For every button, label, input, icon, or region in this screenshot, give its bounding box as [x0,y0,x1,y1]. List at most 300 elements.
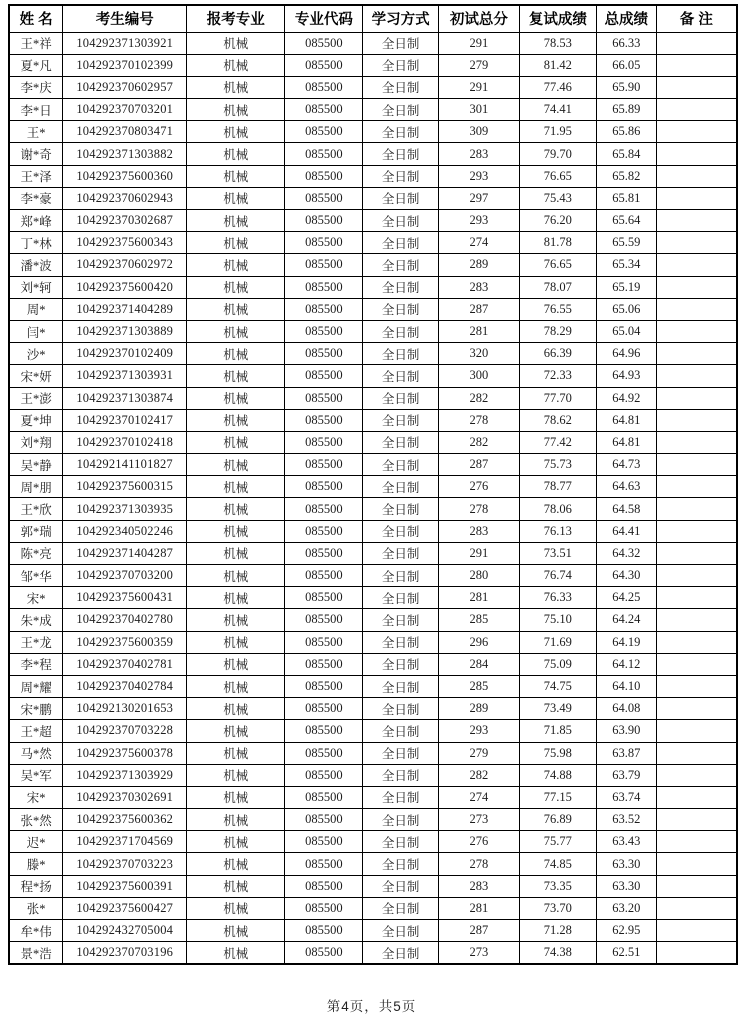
cell-remarks [656,143,737,165]
cell-major: 机械 [187,875,285,897]
cell-major-code: 085500 [285,143,363,165]
column-header-major-code: 专业代码 [285,5,363,32]
cell-major: 机械 [187,698,285,720]
cell-study-mode: 全日制 [363,920,439,942]
cell-study-mode: 全日制 [363,121,439,143]
cell-retest-score: 74.88 [519,764,596,786]
cell-candidate-id: 104292370703200 [63,565,187,587]
cell-study-mode: 全日制 [363,742,439,764]
cell-total-score: 62.95 [596,920,656,942]
cell-total-score: 65.34 [596,254,656,276]
cell-name: 陈*亮 [9,542,63,564]
cell-candidate-id: 104292375600360 [63,165,187,187]
column-header-total-score: 总成绩 [596,5,656,32]
cell-initial-score: 274 [438,232,519,254]
cell-major: 机械 [187,942,285,964]
cell-initial-score: 279 [438,742,519,764]
cell-major: 机械 [187,365,285,387]
cell-study-mode: 全日制 [363,565,439,587]
cell-remarks [656,853,737,875]
cell-candidate-id: 104292375600420 [63,276,187,298]
cell-initial-score: 273 [438,942,519,964]
cell-retest-score: 66.39 [519,343,596,365]
cell-name: 谢*奇 [9,143,63,165]
cell-major-code: 085500 [285,720,363,742]
cell-initial-score: 282 [438,387,519,409]
table-row [9,431,737,453]
cell-major: 机械 [187,99,285,121]
cell-major: 机械 [187,542,285,564]
cell-study-mode: 全日制 [363,76,439,98]
cell-study-mode: 全日制 [363,232,439,254]
cell-study-mode: 全日制 [363,99,439,121]
cell-retest-score: 75.09 [519,653,596,675]
table-row [9,387,737,409]
cell-initial-score: 285 [438,675,519,697]
cell-study-mode: 全日制 [363,365,439,387]
cell-initial-score: 300 [438,365,519,387]
cell-remarks [656,276,737,298]
cell-candidate-id: 104292370402784 [63,675,187,697]
cell-remarks [656,365,737,387]
cell-remarks [656,875,737,897]
cell-study-mode: 全日制 [363,498,439,520]
table-row [9,165,737,187]
cell-major-code: 085500 [285,320,363,342]
cell-remarks [656,809,737,831]
cell-study-mode: 全日制 [363,165,439,187]
cell-total-score: 63.90 [596,720,656,742]
cell-remarks [656,831,737,853]
cell-total-score: 63.79 [596,764,656,786]
cell-remarks [656,320,737,342]
cell-total-score: 64.24 [596,609,656,631]
cell-remarks [656,897,737,919]
cell-retest-score: 76.65 [519,165,596,187]
cell-remarks [656,476,737,498]
cell-retest-score: 71.85 [519,720,596,742]
cell-retest-score: 76.74 [519,565,596,587]
table-row [9,210,737,232]
table-row [9,320,737,342]
cell-remarks [656,254,737,276]
cell-total-score: 65.86 [596,121,656,143]
cell-major: 机械 [187,498,285,520]
cell-major-code: 085500 [285,210,363,232]
cell-candidate-id: 104292371303874 [63,387,187,409]
cell-candidate-id: 104292370402781 [63,653,187,675]
cell-name: 周* [9,298,63,320]
cell-name: 程*扬 [9,875,63,897]
cell-name: 周*耀 [9,675,63,697]
cell-study-mode: 全日制 [363,387,439,409]
cell-initial-score: 291 [438,542,519,564]
cell-total-score: 64.32 [596,542,656,564]
cell-major: 机械 [187,786,285,808]
cell-major-code: 085500 [285,609,363,631]
cell-name: 夏*坤 [9,409,63,431]
cell-total-score: 62.51 [596,942,656,964]
cell-major: 机械 [187,320,285,342]
cell-major-code: 085500 [285,54,363,76]
cell-initial-score: 293 [438,720,519,742]
cell-major-code: 085500 [285,298,363,320]
cell-study-mode: 全日制 [363,897,439,919]
cell-initial-score: 276 [438,831,519,853]
cell-initial-score: 284 [438,653,519,675]
cell-study-mode: 全日制 [363,431,439,453]
cell-candidate-id: 104292432705004 [63,920,187,942]
cell-total-score: 64.81 [596,409,656,431]
cell-remarks [656,121,737,143]
column-header-study-mode: 学习方式 [363,5,439,32]
column-header-retest-score: 复试成绩 [519,5,596,32]
cell-name: 王*超 [9,720,63,742]
cell-study-mode: 全日制 [363,587,439,609]
cell-major: 机械 [187,32,285,54]
table-row [9,187,737,209]
cell-candidate-id: 104292371404289 [63,298,187,320]
cell-major-code: 085500 [285,875,363,897]
cell-retest-score: 78.53 [519,32,596,54]
cell-major: 机械 [187,587,285,609]
cell-total-score: 65.89 [596,99,656,121]
cell-retest-score: 75.73 [519,454,596,476]
cell-initial-score: 293 [438,165,519,187]
cell-major-code: 085500 [285,165,363,187]
cell-study-mode: 全日制 [363,298,439,320]
cell-initial-score: 279 [438,54,519,76]
table-row [9,853,737,875]
cell-retest-score: 76.65 [519,254,596,276]
cell-name: 宋*鹏 [9,698,63,720]
cell-major: 机械 [187,520,285,542]
cell-retest-score: 76.89 [519,809,596,831]
cell-total-score: 64.19 [596,631,656,653]
cell-candidate-id: 104292370102399 [63,54,187,76]
cell-study-mode: 全日制 [363,698,439,720]
cell-name: 丁*林 [9,232,63,254]
cell-candidate-id: 104292370102417 [63,409,187,431]
cell-initial-score: 281 [438,587,519,609]
cell-remarks [656,631,737,653]
cell-major-code: 085500 [285,920,363,942]
cell-major: 机械 [187,165,285,187]
cell-remarks [656,675,737,697]
cell-retest-score: 78.29 [519,320,596,342]
cell-total-score: 64.92 [596,387,656,409]
cell-candidate-id: 104292371303935 [63,498,187,520]
cell-major-code: 085500 [285,276,363,298]
cell-study-mode: 全日制 [363,343,439,365]
cell-retest-score: 71.95 [519,121,596,143]
column-header-remarks: 备 注 [656,5,737,32]
cell-major: 机械 [187,143,285,165]
cell-total-score: 63.87 [596,742,656,764]
cell-retest-score: 81.78 [519,232,596,254]
cell-remarks [656,587,737,609]
cell-study-mode: 全日制 [363,187,439,209]
cell-total-score: 65.59 [596,232,656,254]
cell-major: 机械 [187,343,285,365]
table-row [9,232,737,254]
table-row [9,698,737,720]
cell-initial-score: 297 [438,187,519,209]
cell-total-score: 64.73 [596,454,656,476]
cell-major-code: 085500 [285,831,363,853]
cell-major: 机械 [187,431,285,453]
cell-study-mode: 全日制 [363,32,439,54]
cell-retest-score: 78.07 [519,276,596,298]
cell-major-code: 085500 [285,897,363,919]
cell-candidate-id: 104292375600315 [63,476,187,498]
cell-retest-score: 72.33 [519,365,596,387]
cell-study-mode: 全日制 [363,520,439,542]
cell-candidate-id: 104292370402780 [63,609,187,631]
cell-total-score: 64.58 [596,498,656,520]
cell-remarks [656,454,737,476]
cell-remarks [656,54,737,76]
cell-major: 机械 [187,853,285,875]
cell-total-score: 63.30 [596,875,656,897]
cell-name: 朱*成 [9,609,63,631]
cell-initial-score: 289 [438,698,519,720]
cell-remarks [656,542,737,564]
table-row [9,720,737,742]
cell-name: 宋* [9,786,63,808]
table-row [9,875,737,897]
cell-initial-score: 320 [438,343,519,365]
cell-initial-score: 287 [438,298,519,320]
cell-major-code: 085500 [285,409,363,431]
cell-name: 张*然 [9,809,63,831]
cell-retest-score: 75.77 [519,831,596,853]
cell-initial-score: 283 [438,276,519,298]
cell-candidate-id: 104292371404287 [63,542,187,564]
cell-major: 机械 [187,920,285,942]
cell-study-mode: 全日制 [363,276,439,298]
cell-name: 李*庆 [9,76,63,98]
cell-major-code: 085500 [285,631,363,653]
cell-name: 刘*翔 [9,431,63,453]
cell-remarks [656,742,737,764]
cell-remarks [656,409,737,431]
cell-major: 机械 [187,409,285,431]
cell-candidate-id: 104292375600343 [63,232,187,254]
cell-initial-score: 273 [438,809,519,831]
cell-initial-score: 283 [438,143,519,165]
cell-remarks [656,165,737,187]
admission-score-table [8,4,738,965]
cell-major: 机械 [187,809,285,831]
cell-major: 机械 [187,232,285,254]
cell-name: 王* [9,121,63,143]
cell-total-score: 65.64 [596,210,656,232]
cell-study-mode: 全日制 [363,542,439,564]
cell-total-score: 66.33 [596,32,656,54]
cell-name: 潘*波 [9,254,63,276]
cell-retest-score: 76.55 [519,298,596,320]
cell-major: 机械 [187,387,285,409]
cell-name: 郭*瑞 [9,520,63,542]
table-row [9,653,737,675]
cell-retest-score: 76.13 [519,520,596,542]
cell-remarks [656,698,737,720]
cell-remarks [656,720,737,742]
table-row [9,298,737,320]
column-header-candidate-id: 考生编号 [63,5,187,32]
cell-retest-score: 74.38 [519,942,596,964]
cell-candidate-id: 104292370302691 [63,786,187,808]
table-row [9,476,737,498]
column-header-major: 报考专业 [187,5,285,32]
cell-total-score: 65.84 [596,143,656,165]
table-row [9,254,737,276]
cell-study-mode: 全日制 [363,409,439,431]
cell-major-code: 085500 [285,565,363,587]
cell-initial-score: 287 [438,454,519,476]
cell-remarks [656,653,737,675]
cell-remarks [656,76,737,98]
cell-candidate-id: 104292370102409 [63,343,187,365]
cell-initial-score: 291 [438,76,519,98]
table-row [9,99,737,121]
cell-total-score: 63.30 [596,853,656,875]
cell-major-code: 085500 [285,431,363,453]
table-row [9,520,737,542]
column-header-initial-score: 初试总分 [438,5,519,32]
cell-candidate-id: 104292370602972 [63,254,187,276]
cell-major-code: 085500 [285,786,363,808]
cell-study-mode: 全日制 [363,653,439,675]
cell-initial-score: 278 [438,409,519,431]
cell-total-score: 64.10 [596,675,656,697]
cell-initial-score: 280 [438,565,519,587]
cell-study-mode: 全日制 [363,675,439,697]
cell-remarks [656,786,737,808]
cell-major: 机械 [187,298,285,320]
cell-remarks [656,343,737,365]
cell-study-mode: 全日制 [363,609,439,631]
cell-major: 机械 [187,76,285,98]
cell-name: 马*然 [9,742,63,764]
table-row [9,897,737,919]
cell-retest-score: 73.70 [519,897,596,919]
cell-major: 机械 [187,565,285,587]
cell-total-score: 63.20 [596,897,656,919]
cell-major: 机械 [187,831,285,853]
cell-candidate-id: 104292370302687 [63,210,187,232]
cell-major-code: 085500 [285,675,363,697]
cell-study-mode: 全日制 [363,764,439,786]
cell-remarks [656,187,737,209]
cell-name: 李*程 [9,653,63,675]
cell-name: 牟*伟 [9,920,63,942]
cell-remarks [656,520,737,542]
cell-name: 李*豪 [9,187,63,209]
cell-study-mode: 全日制 [363,631,439,653]
cell-total-score: 65.90 [596,76,656,98]
table-row [9,498,737,520]
cell-remarks [656,609,737,631]
cell-retest-score: 73.49 [519,698,596,720]
cell-name: 景*浩 [9,942,63,964]
cell-retest-score: 77.42 [519,431,596,453]
cell-major-code: 085500 [285,942,363,964]
cell-candidate-id: 104292370703201 [63,99,187,121]
cell-total-score: 64.96 [596,343,656,365]
cell-candidate-id: 104292370102418 [63,431,187,453]
cell-remarks [656,32,737,54]
cell-remarks [656,498,737,520]
cell-candidate-id: 104292375600431 [63,587,187,609]
cell-major-code: 085500 [285,853,363,875]
cell-retest-score: 73.35 [519,875,596,897]
cell-major: 机械 [187,254,285,276]
cell-initial-score: 301 [438,99,519,121]
cell-candidate-id: 104292141101827 [63,454,187,476]
cell-retest-score: 76.33 [519,587,596,609]
cell-study-mode: 全日制 [363,320,439,342]
cell-total-score: 64.93 [596,365,656,387]
table-row [9,631,737,653]
cell-name: 刘*轲 [9,276,63,298]
cell-study-mode: 全日制 [363,454,439,476]
cell-remarks [656,210,737,232]
cell-total-score: 65.04 [596,320,656,342]
cell-retest-score: 77.15 [519,786,596,808]
cell-study-mode: 全日制 [363,875,439,897]
cell-candidate-id: 104292371303889 [63,320,187,342]
cell-total-score: 65.19 [596,276,656,298]
cell-remarks [656,565,737,587]
table-row [9,587,737,609]
table-row [9,786,737,808]
cell-major: 机械 [187,454,285,476]
cell-study-mode: 全日制 [363,54,439,76]
cell-candidate-id: 104292371303882 [63,143,187,165]
cell-major-code: 085500 [285,99,363,121]
cell-study-mode: 全日制 [363,942,439,964]
cell-retest-score: 74.41 [519,99,596,121]
cell-total-score: 63.52 [596,809,656,831]
column-header-name: 姓 名 [9,5,63,32]
cell-total-score: 65.81 [596,187,656,209]
cell-major: 机械 [187,121,285,143]
table-header-row [9,5,737,32]
cell-initial-score: 281 [438,897,519,919]
table-row [9,565,737,587]
cell-name: 郑*峰 [9,210,63,232]
cell-candidate-id: 104292370703228 [63,720,187,742]
table-row [9,32,737,54]
cell-retest-score: 78.62 [519,409,596,431]
cell-remarks [656,298,737,320]
cell-major-code: 085500 [285,387,363,409]
table-row [9,809,737,831]
table-row [9,942,737,964]
table-row [9,609,737,631]
cell-initial-score: 282 [438,431,519,453]
cell-candidate-id: 104292375600391 [63,875,187,897]
table-row [9,54,737,76]
table-row [9,343,737,365]
cell-major: 机械 [187,476,285,498]
cell-candidate-id: 104292375600362 [63,809,187,831]
cell-candidate-id: 104292371704569 [63,831,187,853]
cell-initial-score: 278 [438,853,519,875]
cell-remarks [656,920,737,942]
